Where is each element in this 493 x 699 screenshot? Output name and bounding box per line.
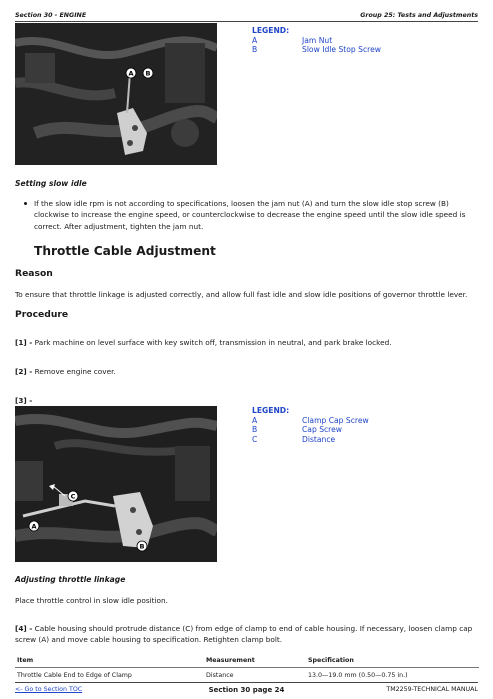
legend-row [252, 416, 369, 426]
step-number: [1] - [15, 338, 33, 347]
legend-row [252, 435, 369, 445]
step-number: [4] - [15, 624, 33, 633]
spec-table [15, 654, 479, 683]
legend-title: LEGEND: [252, 406, 290, 415]
slow-idle-instruction: If the slow idle rpm is not according to specifications, loosen the jam nut (A) and turn the slow idle stop screw (B) clockwise to increase the engine speed, or counterclockwise to decrease the engine speed until the slow idle speed is correct. After adjustment, tighten the jam nut. [34, 199, 466, 231]
legend-key: A [252, 415, 258, 425]
legend-label: Clamp Cap Screw [302, 415, 369, 425]
legend-row [252, 425, 369, 435]
legend-key: C [252, 434, 258, 444]
go-to-toc-link[interactable]: <- Go to Section TOC [15, 686, 83, 693]
legend-key: A [252, 35, 258, 45]
figure2-legend [252, 406, 369, 444]
cell-specification: 13.0—19.0 mm (0.50—0.75 in.) [308, 672, 408, 679]
legend-label: Cap Screw [302, 425, 343, 435]
photo2-callout-a: A [31, 522, 37, 531]
legend-key: B [252, 425, 258, 435]
reason-text: To ensure that throttle linkage is adjusted correctly, and allow full fast idle and slow idle positions of governor throttle lever. [15, 290, 468, 299]
table-row [15, 668, 479, 684]
manual-name: TM2259-TECHNICAL MANUAL [386, 686, 478, 693]
table-header-row [15, 654, 479, 668]
step-1 [15, 337, 479, 348]
step-text: Park machine on level surface with key switch off, transmission in neutral, and park brake locked. [34, 338, 392, 347]
engine-photo-graphic [15, 406, 217, 562]
step-number: [3] - [15, 396, 33, 405]
legend-label: Jam Nut [302, 35, 333, 45]
legend-row [252, 45, 381, 55]
legend-row [252, 36, 381, 46]
cell-measurement: Distance [206, 672, 234, 679]
legend-label: Distance [302, 434, 336, 444]
step-text: Cable housing should protrude distance (C) from edge of clamp to end of cable housing. If necessary, loosen clamp cap screw (A) and move cable housing to specification. Retighten clamp bolt. [15, 624, 473, 645]
col-header-measurement: Measurement [204, 654, 306, 668]
engine-photo-graphic [15, 23, 217, 165]
step-text: Remove engine cover. [34, 367, 116, 376]
photo2-callout-c: C [70, 492, 76, 501]
step-number: [2] - [15, 367, 33, 376]
section-title: Throttle Cable Adjustment [34, 244, 216, 258]
page-header [15, 9, 478, 22]
photo2-callout-b: B [139, 542, 145, 551]
cell-item: Throttle Cable End to Edge of Clamp [17, 672, 132, 679]
legend-key: B [252, 45, 258, 55]
bullet-dot [24, 202, 27, 205]
photo1-callout-a: A [128, 69, 134, 78]
legend-title: LEGEND: [252, 26, 290, 35]
page-footer [15, 682, 478, 695]
figure1-caption: Setting slow idle [15, 179, 87, 188]
step-4 [15, 623, 479, 646]
photo1-callout-b: B [145, 69, 151, 78]
page-number: Section 30 page 24 [208, 686, 285, 694]
figure1-legend [252, 26, 381, 55]
procedure-heading: Procedure [15, 309, 69, 320]
slow-idle-photo [15, 23, 217, 165]
step-3 [15, 395, 479, 406]
header-section: Section 30 - ENGINE [15, 12, 87, 19]
figure2-caption: Adjusting throttle linkage [15, 575, 126, 584]
reason-heading: Reason [15, 268, 53, 279]
col-header-specification: Specification [306, 654, 479, 668]
throttle-linkage-photo [15, 406, 217, 562]
col-header-item: Item [15, 654, 204, 668]
step-2 [15, 366, 479, 377]
legend-label: Slow Idle Stop Screw [302, 45, 381, 55]
header-group: Group 25: Tests and Adjustments [360, 12, 478, 19]
place-throttle-text: Place throttle control in slow idle position. [15, 596, 168, 605]
